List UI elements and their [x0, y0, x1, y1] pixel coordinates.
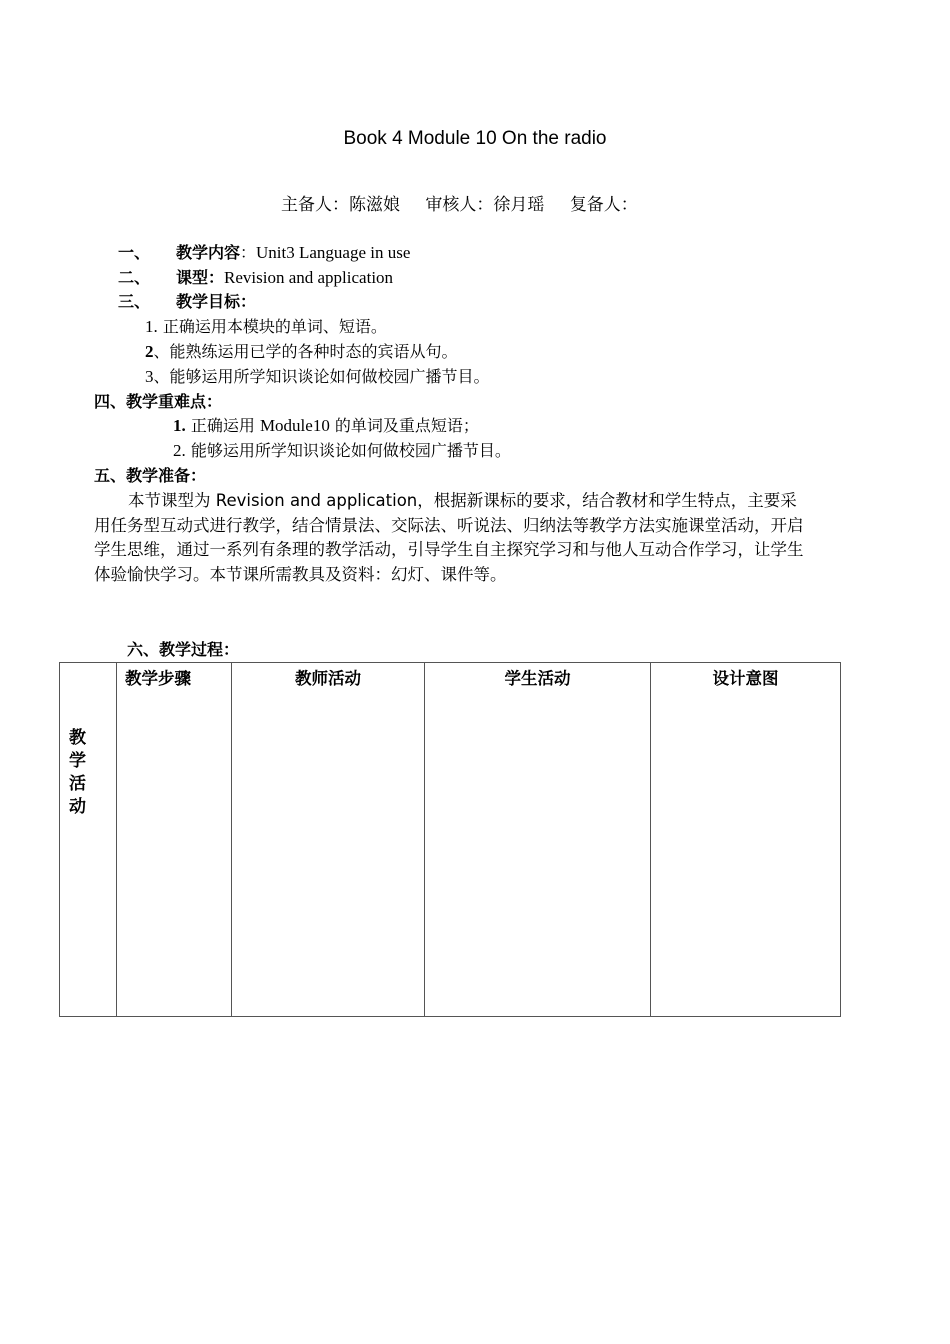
goal-item: 3、能够运用所学知识谈论如何做校园广播节目。: [145, 367, 490, 386]
section-separator: ：: [240, 243, 257, 262]
row-label-cell: [60, 663, 117, 1017]
section-process: 六、教学过程：: [127, 640, 240, 659]
section-value: Revision and application: [224, 268, 394, 287]
header-cell-student: 学生活动: [425, 663, 651, 1017]
section-key-points: 四、教学重难点：: [94, 392, 223, 411]
goal-item: 1. 正确运用本模块的单词、短语。: [145, 317, 387, 336]
section-number: 三、: [118, 292, 151, 311]
table-row: [60, 663, 841, 1017]
section-number: 一、: [118, 243, 151, 262]
section-teaching-goals: [118, 290, 256, 314]
authors-line: [281, 190, 658, 215]
header-cell-steps: 教学步骤: [117, 663, 232, 1017]
header-cell-teacher: 教师活动: [232, 663, 425, 1017]
preparer: 主备人：陈滋娘: [281, 195, 400, 215]
section-number: 二、: [118, 268, 151, 287]
section-label: 教学目标：: [176, 292, 257, 311]
co-preparer: 复备人：: [569, 195, 638, 215]
process-table: [59, 662, 841, 1017]
section-teaching-content: [118, 241, 410, 265]
preparation-paragraph: 本节课型为 Revision and application，根据新课标的要求，结合教材和学生特点，主要采用任务型互动式进行教学，结合情景法、交际法、听说法、归纳法等教学方法实施课堂活动，开启学生思维，通过一系列有条理的教学活动，引导学生自主探究学习和与他人互动合作学习，让学生体验愉快学习。本节课所需教具及资料：幻灯、课件等。: [94, 491, 804, 584]
key-point-item: 2. 能够运用所学知识谈论如何做校园广播节目。: [173, 441, 511, 460]
row-label: 教学活动: [69, 728, 86, 817]
section-label: 课型：: [176, 268, 225, 287]
section-preparation: 五、教学准备：: [94, 466, 207, 485]
section-value: Unit3 Language in use: [256, 243, 411, 262]
goal-item: 2、能熟练运用已学的各种时态的宾语从句。: [145, 342, 458, 361]
section-label: 教学内容: [176, 243, 241, 262]
section-lesson-type: [118, 266, 393, 290]
reviewer: 审核人：徐月瑶: [425, 195, 545, 215]
key-point-item: 1. 正确运用 Module10 的单词及重点短语；: [173, 416, 479, 435]
header-cell-intent: 设计意图: [651, 663, 841, 1017]
document-title: Book 4 Module 10 On the radio: [343, 128, 607, 149]
